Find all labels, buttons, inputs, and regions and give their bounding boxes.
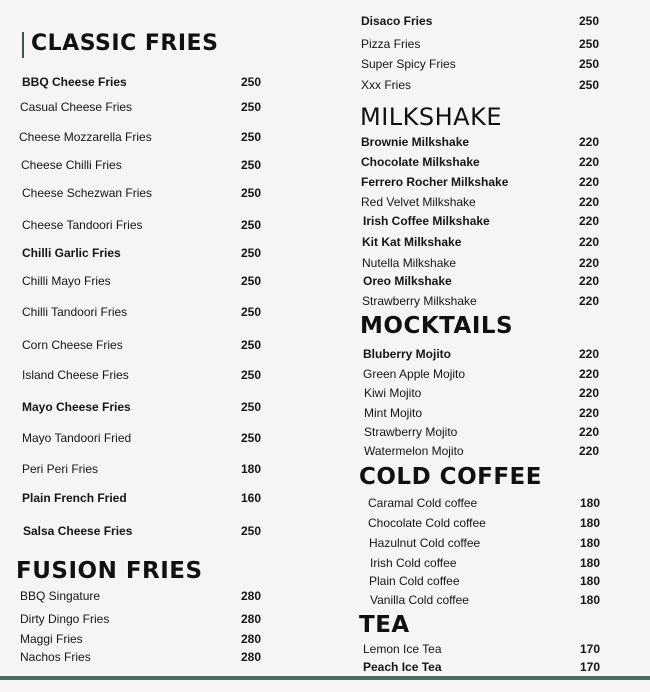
menu-item-name: Maggi Fries [20,632,83,646]
menu-item-name: Dirty Dingo Fries [20,612,110,626]
menu-item-name: Chilli Garlic Fries [22,246,121,260]
menu-item-name: Salsa Cheese Fries [23,524,133,538]
menu-item-price: 250 [241,158,262,172]
menu-item-name: Casual Cheese Fries [20,100,133,114]
menu-item-price: 160 [241,491,262,505]
classic-fries-heading: CLASSIC FRIES [31,31,219,56]
milkshake-heading: MILKSHAKE [360,103,502,131]
menu-item-price: 220 [579,135,600,149]
menu-item-price: 220 [579,406,600,420]
menu-item-name: Peach Ice Tea [363,660,442,674]
menu-item-price: 250 [579,37,600,51]
menu-item-price: 280 [241,650,262,664]
cold-coffee-heading: COLD COFFEE [359,464,542,490]
menu-item-name: Super Spicy Fries [361,57,456,71]
menu-item-price: 180 [580,496,601,510]
menu-item-price: 180 [580,516,601,530]
menu-item-price: 250 [241,338,262,352]
menu-item-price: 250 [241,431,262,445]
menu-item-name: Cheese Mozzarella Fries [19,130,152,144]
menu-item-name: Island Cheese Fries [22,368,129,382]
menu-item-name: Mayo Tandoori Fried [22,431,132,445]
menu-item-price: 220 [579,294,600,308]
menu-item-name: Green Apple Mojito [363,367,466,381]
menu-item-name: Chocolate Milkshake [361,155,480,169]
menu-item-name: Mint Mojito [364,406,423,420]
menu-item-price: 220 [579,386,600,400]
heading-accent-bar [22,32,24,58]
menu-item-name: Cheese Tandoori Fries [22,218,143,232]
menu-item-price: 220 [579,195,600,209]
menu-item-price: 220 [579,256,600,270]
menu-item-price: 250 [241,246,262,260]
menu-item-price: 220 [579,274,600,288]
menu-item-price: 170 [580,660,601,674]
menu-item-name: Hazulnut Cold coffee [369,536,481,550]
menu-item-name: Bluberry Mojito [363,347,452,361]
menu-item-name: Nachos Fries [20,650,91,664]
tea-heading: TEA [359,612,410,638]
menu-item-price: 250 [241,186,262,200]
menu-item-name: BBQ Cheese Fries [22,75,127,89]
menu-item-name: Cheese Chilli Fries [21,158,122,172]
footer-bar [0,676,650,680]
menu-item-price: 250 [241,75,262,89]
menu-item-price: 220 [579,347,600,361]
menu-item-name: Ferrero Rocher Milkshake [361,175,509,189]
menu-item-name: Kiwi Mojito [364,386,422,400]
menu-item-name: Irish Cold coffee [370,556,457,570]
menu-item-price: 220 [579,214,600,228]
fusion-fries-heading: FUSION FRIES [16,558,203,584]
menu-item-name: Chocolate Cold coffee [368,516,486,530]
menu-item-name: Plain Cold coffee [369,574,460,588]
menu-item-name: Plain French Fried [22,491,127,505]
menu-item-price: 180 [580,556,601,570]
menu-item-price: 220 [579,444,600,458]
menu-item-name: Disaco Fries [361,14,433,28]
menu-item-name: Corn Cheese Fries [22,338,123,352]
menu-item-name: Peri Peri Fries [22,462,99,476]
menu-item-price: 220 [579,175,600,189]
menu-item-name: Strawberry Mojito [364,425,458,439]
menu-item-price: 250 [241,524,262,538]
menu-item-price: 220 [579,367,600,381]
menu-item-name: Lemon Ice Tea [363,642,442,656]
menu-item-name: Irish Coffee Milkshake [363,214,490,228]
menu-item-name: Chilli Tandoori Fries [22,305,128,319]
menu-item-price: 220 [579,425,600,439]
menu-item-price: 250 [241,368,262,382]
menu-item-name: Watermelon Mojito [364,444,464,458]
menu-item-price: 250 [579,78,600,92]
menu-item-name: Strawberry Milkshake [362,294,477,308]
menu-item-name: Kit Kat Milkshake [362,235,462,249]
menu-item-price: 170 [580,642,601,656]
menu-item-price: 280 [241,612,262,626]
menu-item-name: Brownie Milkshake [361,135,470,149]
menu-item-price: 180 [580,593,601,607]
menu-item-price: 280 [241,589,262,603]
menu-item-price: 250 [579,57,600,71]
menu-item-name: Caramal Cold coffee [368,496,478,510]
menu-item-price: 220 [579,235,600,249]
menu-item-price: 250 [241,218,262,232]
menu-item-name: BBQ Singature [20,589,101,603]
menu-item-price: 250 [241,274,262,288]
menu-item-price: 250 [241,100,262,114]
menu-item-name: Nutella Milkshake [362,256,457,270]
menu-item-price: 250 [579,14,600,28]
menu-item-name: Chilli Mayo Fries [22,274,111,288]
menu-item-name: Cheese Schezwan Fries [22,186,153,200]
menu-item-price: 180 [580,574,601,588]
mocktails-heading: MOCKTAILS [360,313,514,339]
menu-item-name: Mayo Cheese Fries [22,400,131,414]
menu-item-price: 250 [241,400,262,414]
menu-item-price: 280 [241,632,262,646]
menu-item-name: Xxx Fries [361,78,412,92]
menu-item-name: Oreo Milkshake [363,274,452,288]
menu-item-price: 180 [241,462,262,476]
menu-item-name: Pizza Fries [361,37,421,51]
menu-item-price: 220 [579,155,600,169]
menu-item-name: Vanilla Cold coffee [370,593,469,607]
menu-item-price: 250 [241,305,262,319]
menu-item-name: Red Velvet Milkshake [361,195,476,209]
menu-item-price: 250 [241,130,262,144]
menu-item-price: 180 [580,536,601,550]
